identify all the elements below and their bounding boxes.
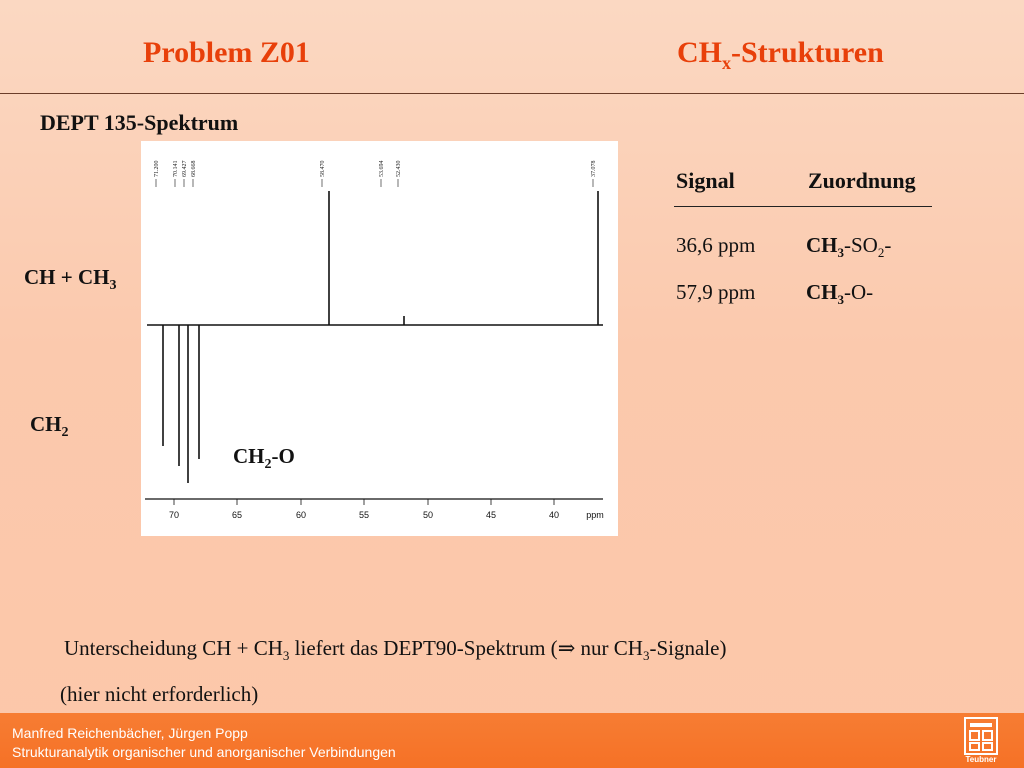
note-text-d: -Signale) (649, 636, 727, 660)
note-text-b: liefert das DEPT90-Spektrum ( (289, 636, 558, 660)
x-tick-label: 55 (358, 510, 370, 520)
positive-peaks (329, 191, 598, 325)
peak-label: 52.430 (396, 160, 402, 177)
note-sub: 3 (282, 648, 290, 664)
row-rest: -O- (844, 280, 874, 304)
label-ch2 (30, 412, 69, 441)
x-tick-label: 40 (548, 510, 560, 520)
row-rest: -SO (844, 233, 878, 257)
row-ppm: 36,6 ppm (676, 233, 756, 257)
table-row (676, 233, 891, 261)
note-line-1 (64, 636, 726, 664)
row-group-sub: 3 (837, 292, 844, 308)
label-ch-ch3 (24, 265, 116, 294)
x-tick-label: 70 (168, 510, 180, 520)
x-axis-unit: ppm (586, 510, 604, 520)
x-tick-label: 45 (485, 510, 497, 520)
row-rest-end: - (884, 233, 892, 257)
label-ch2-main: CH (30, 412, 62, 436)
peak-label: 68.668 (191, 160, 197, 177)
x-axis-minor-ticks (174, 499, 554, 505)
note-text-a: Unterscheidung CH + CH (64, 636, 283, 660)
title-right-main: CH (677, 36, 722, 69)
peak-label: 53.694 (379, 160, 385, 177)
row-ppm: 57,9 ppm (676, 280, 756, 304)
peak-label: 37.078 (591, 160, 597, 177)
footer-authors: Manfred Reichenbächer, Jürgen Popp (12, 725, 248, 741)
label-ch2o (233, 444, 295, 473)
label-ch2o-rest: -O (271, 444, 295, 468)
slide-title-right (677, 36, 884, 74)
dept-label: DEPT 135-Spektrum (40, 110, 239, 135)
negative-peaks (163, 325, 199, 483)
teubner-logo-icon (964, 717, 998, 757)
row-group-sub: 3 (837, 245, 844, 261)
peak-label: 70.141 (173, 160, 179, 177)
implies-arrow-icon: ⇒ (557, 636, 576, 660)
peak-ticks (156, 179, 593, 187)
label-ch2-sub: 2 (61, 425, 69, 441)
note-sub-2: 3 (642, 648, 650, 664)
label-ch-ch3-sub: 3 (109, 278, 117, 294)
dept-spectrum (141, 141, 618, 536)
label-ch-ch3-main: CH + CH (24, 265, 110, 289)
peak-label: 58.470 (320, 160, 326, 177)
table-row (676, 280, 873, 308)
row-group-main: CH (806, 233, 838, 257)
note-text-c: nur CH (575, 636, 643, 660)
x-tick-label: 60 (295, 510, 307, 520)
label-ch2o-main: CH (233, 444, 265, 468)
peak-label: 71.200 (154, 160, 160, 177)
peak-label: 69.427 (182, 160, 188, 177)
row-group (806, 233, 844, 261)
table-header-assignment: Zuordnung (808, 168, 916, 193)
spectrum-svg (141, 141, 618, 536)
x-tick-label: 65 (231, 510, 243, 520)
x-tick-label: 50 (422, 510, 434, 520)
title-right-rest: -Strukturen (731, 36, 884, 69)
row-rest-sub: 2 (877, 245, 885, 261)
title-divider (0, 93, 1024, 94)
footer-bar (0, 713, 1024, 768)
publisher-label: Teubner (965, 755, 997, 764)
label-ch2o-sub: 2 (264, 457, 272, 473)
table-header-signal: Signal (676, 168, 735, 193)
row-group (806, 280, 844, 308)
note-line-2: (hier nicht erforderlich) (60, 682, 259, 706)
title-right-sub: x (722, 53, 731, 73)
table-divider (674, 206, 932, 207)
footer-book-title: Strukturanalytik organischer und anorganischer Verbindungen (12, 744, 396, 760)
slide-title-left: Problem Z01 (143, 36, 310, 69)
row-group-main: CH (806, 280, 838, 304)
